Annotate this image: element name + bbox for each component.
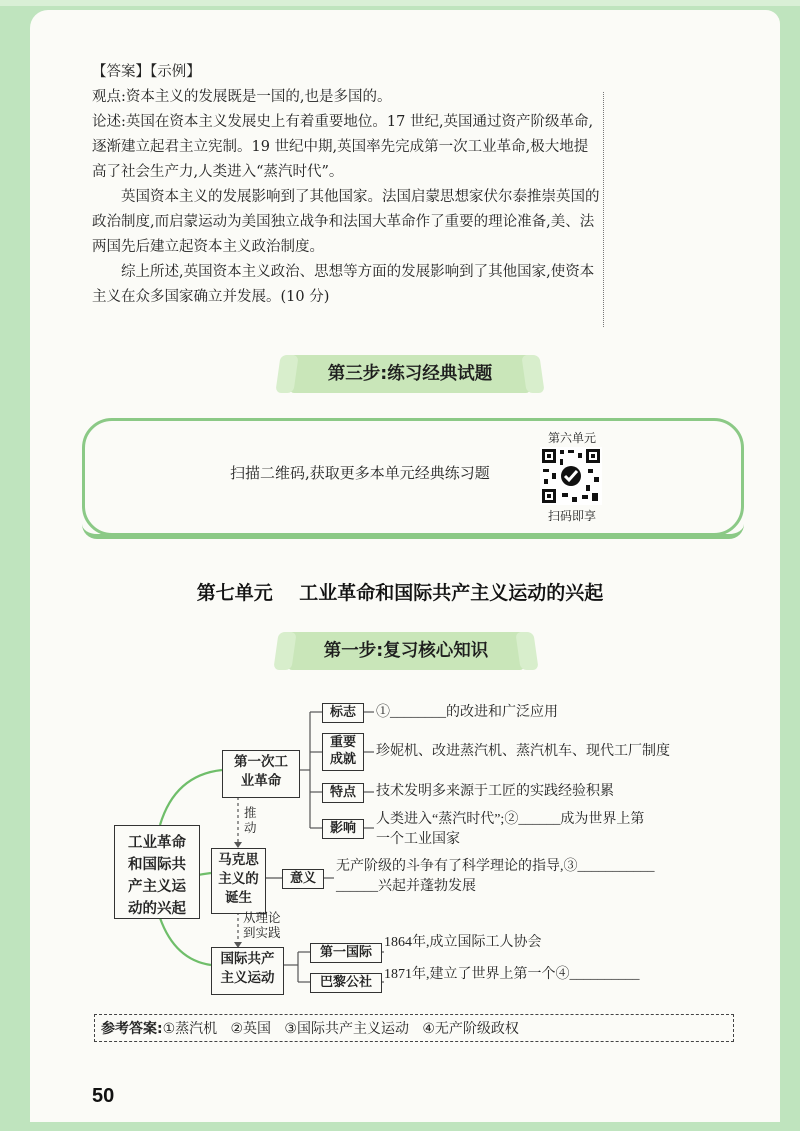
node-first-international: 第一国际 xyxy=(310,943,382,963)
first-industrial-revolution-label: 第一次工业革命 xyxy=(234,754,288,789)
mindmap-root-text: 工业革命和国际共产主义运动的兴起 xyxy=(128,835,186,917)
arrow-label-theory-to-practice: 从理论到实践 xyxy=(243,910,281,940)
leaf-biaozhi: ①________的改进和广泛应用 xyxy=(376,705,558,720)
answer-paragraph-2: 英国资本主义的发展影响到了其他国家。法国启蒙思想家伏尔泰推崇英国的政治制度,而启蒙运动为美国独立战争和法国大革命作了重要的理论准备,美、法两国先后建立起资本主义政治制度。 xyxy=(92,189,600,255)
leaf-yingxiang-line2: 一个工业国家 xyxy=(376,832,460,847)
node-paris-commune: 巴黎公社 xyxy=(310,973,382,993)
international-communism-label: 国际共产主义运动 xyxy=(220,951,275,986)
qr-unit-label: 第六单元 xyxy=(547,431,596,445)
leaf-tedian: 技术发明多来源于工匠的实践经验积累 xyxy=(376,784,614,799)
international-communism-node xyxy=(211,947,284,995)
step3-title: 第三步:练习经典试题 xyxy=(327,364,493,384)
leaf-paris-commune: 1871年,建立了世界上第一个④__________ xyxy=(384,967,640,982)
reference-text: ①蒸汽机 ②英国 ③国际共产主义运动 ④无产阶级政权 xyxy=(162,1021,519,1037)
node-tedian: 特点 xyxy=(322,783,364,803)
answer-paragraph-3: 综上所述,英国资本主义政治、思想等方面的发展影响到了其他国家,使资本主义在众多国家确立并发展。(10 分) xyxy=(92,264,595,305)
node-yingxiang: 影响 xyxy=(322,819,364,839)
leaf-yiyi-line1: 无产阶级的斗争有了科学理论的指导,③___________ xyxy=(336,859,655,874)
leaf-chengjiu: 珍妮机、改进蒸汽机、蒸汽机车、现代工厂制度 xyxy=(376,744,670,759)
qr-scan-label: 扫码即享 xyxy=(547,509,596,523)
node-yiyi: 意义 xyxy=(282,869,324,889)
qr-prompt: 扫描二维码,获取更多本单元经典练习题 xyxy=(230,464,490,482)
step1-title: 第一步:复习核心知识 xyxy=(323,641,489,661)
answer-tag: 【答案】【示例】 xyxy=(92,64,201,80)
mindmap-root xyxy=(114,825,200,919)
leaf-yiyi-line2: ______兴起并蓬勃发展 xyxy=(336,879,476,894)
reference-label: 参考答案: xyxy=(101,1021,163,1037)
arrow-label-push: 推动 xyxy=(244,805,257,835)
answer-paragraph-1: 论述:英国在资本主义发展史上有着重要地位。17 世纪,英国通过资产阶级革命,逐渐建立起君主立宪制。19 世纪中期,英国率先完成第一次工业革命,极大地提高了社会生产力,人类进入“蒸汽时代”。 xyxy=(92,114,594,180)
page-number: 50 xyxy=(92,1085,115,1107)
answer-viewpoint: 观点:资本主义的发展既是一国的,也是多国的。 xyxy=(92,89,392,105)
leaf-yingxiang-line1: 人类进入“蒸汽时代”;②______成为世界上第 xyxy=(376,812,645,827)
reference-answers xyxy=(94,1014,734,1042)
marxism-label: 马克思主义的诞生 xyxy=(218,852,259,906)
first-industrial-revolution-node xyxy=(222,750,300,798)
leaf-first-international: 1864年,成立国际工人协会 xyxy=(384,935,542,950)
unit-title: 第七单元 工业革命和国际共产主义运动的兴起 xyxy=(196,582,604,604)
node-biaozhi: 标志 xyxy=(322,703,364,723)
node-chengjiu-label: 重要成就 xyxy=(329,735,356,767)
marxism-node xyxy=(211,848,266,914)
node-chengjiu xyxy=(322,733,364,771)
